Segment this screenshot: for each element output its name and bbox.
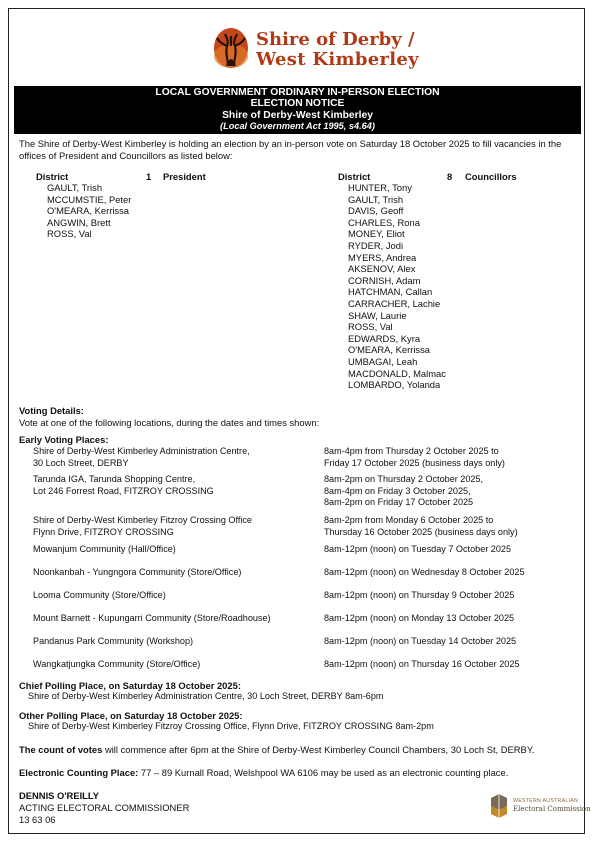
early-voting-place xyxy=(33,590,166,602)
early-voting-time-line: Friday 17 October 2025 (business days only) xyxy=(324,457,505,468)
early-voting-time-line: 8am-4pm on Friday 3 October 2025, xyxy=(324,485,471,496)
header-act: (Local Government Act 1995, s4.64) xyxy=(220,120,375,131)
early-voting-place xyxy=(33,659,200,671)
intro-text: The Shire of Derby-West Kimberley is holding an election by an in-person vote on Saturday 18 October 2025 to fill vacancies in the offices of President and Councillors as listed below: xyxy=(19,138,562,161)
president-district-label: District xyxy=(36,171,69,182)
early-voting-place xyxy=(33,515,252,538)
early-voting-place xyxy=(33,636,193,648)
early-voting-time-line: 8am-2pm on Thursday 2 October 2025, xyxy=(324,474,484,484)
early-voting-times xyxy=(324,446,505,469)
president-candidate: GAULT, Trish xyxy=(47,182,103,193)
councillors-count: 8 xyxy=(447,171,453,182)
councillors-candidate: GAULT, Trish xyxy=(348,193,404,205)
president-candidate: ANGWIN, Brett xyxy=(47,216,111,228)
header-shire: Shire of Derby-West Kimberley xyxy=(222,109,373,121)
early-voting-place xyxy=(33,474,214,497)
boab-tree-sunset-icon xyxy=(211,26,251,70)
early-voting-place-line: Noonkanbah - Yungngora Community (Store/Office) xyxy=(33,567,242,577)
councillors-candidate: CORNISH, Adam xyxy=(348,274,421,286)
signatory-phone: 13 63 06 xyxy=(19,814,56,825)
early-voting-place-line: Mowanjum Community (Hall/Office) xyxy=(33,544,176,554)
early-voting-times xyxy=(324,474,483,509)
wa-electoral-commission-logo-icon xyxy=(489,792,509,820)
councillors-candidate: UMBAGAI, Leah xyxy=(348,355,418,367)
early-voting-place-line: Shire of Derby-West Kimberley Fitzroy Crossing Office xyxy=(33,515,252,525)
councillors-candidate: LOMBARDO, Yolanda xyxy=(348,379,441,391)
header-title: LOCAL GOVERNMENT ORDINARY IN-PERSON ELECTION xyxy=(155,87,440,98)
councillors-candidate: SHAW, Laurie xyxy=(348,309,407,321)
early-voting-place-line: Wangkatjungka Community (Store/Office) xyxy=(33,659,201,669)
councillors-candidate: RYDER, Jodi xyxy=(348,239,404,251)
councillors-candidate: HUNTER, Tony xyxy=(348,182,412,193)
early-voting-time-line: 8am-12pm (noon) on Tuesday 7 October 2025 xyxy=(324,544,512,554)
councillors-office: Councillors xyxy=(465,171,517,182)
early-voting-time-line: 8am-12pm (noon) on Monday 13 October 2025 xyxy=(324,613,515,623)
signatory-name: DENNIS O'REILLY xyxy=(19,790,100,801)
president-candidate: ROSS, Val xyxy=(47,228,92,240)
councillors-candidate: AKSENOV, Alex xyxy=(348,263,416,275)
president-candidate: MCCUMSTIE, Peter xyxy=(47,193,132,205)
early-voting-time-line: Thursday 16 October 2025 (business days only) xyxy=(324,526,518,537)
councillors-candidate: O'MEARA, Kerrissa xyxy=(348,344,431,356)
councillors-candidate: HATCHMAN, Callan xyxy=(348,286,433,298)
president-office: President xyxy=(163,171,206,182)
early-voting-place xyxy=(33,613,271,625)
early-voting-times xyxy=(324,590,514,602)
councillors-candidate: DAVIS, Geoff xyxy=(348,205,404,217)
early-voting-place-line: 30 Loch Street, DERBY xyxy=(33,457,129,468)
electronic-counting-text xyxy=(19,767,508,779)
councillors-district-label: District xyxy=(338,171,371,182)
president-count: 1 xyxy=(146,171,152,182)
early-voting-place-line: Looma Community (Store/Office) xyxy=(33,590,166,600)
voting-details-heading: Voting Details: xyxy=(19,405,84,416)
councillors-candidate: EDWARDS, Kyra xyxy=(348,332,421,344)
chief-polling-heading: Chief Polling Place, on Saturday 18 October 2025: xyxy=(19,680,241,691)
wa-logo-line-2: Electoral Commission xyxy=(513,805,591,813)
councillors-candidate: CARRACHER, Lachie xyxy=(348,297,441,309)
president-candidate-list xyxy=(47,182,131,240)
wa-electoral-commission-logo xyxy=(489,792,591,822)
early-voting-place xyxy=(33,446,250,469)
councillors-candidate: MACDONALD, Malmac xyxy=(348,367,446,379)
early-voting-place xyxy=(33,544,176,556)
wa-logo-line-1: WESTERN AUSTRALIAN xyxy=(513,798,579,804)
count-of-votes-label: The count of votes xyxy=(19,744,103,755)
early-voting-place-line: Shire of Derby-West Kimberley Administration Centre, xyxy=(33,446,250,456)
logo-line-1: Shire of Derby / xyxy=(256,29,415,50)
early-voting-place xyxy=(33,567,241,579)
early-voting-times xyxy=(324,544,511,556)
other-polling-detail: Shire of Derby-West Kimberley Fitzroy Crossing Office, Flynn Drive, FITZROY CROSSING 8am-2pm xyxy=(28,721,434,731)
logo-line-2: West Kimberley xyxy=(256,49,419,70)
early-voting-times xyxy=(324,515,518,538)
councillors-candidate: ROSS, Val xyxy=(348,321,393,333)
early-voting-place-line: Pandanus Park Community (Workshop) xyxy=(33,636,194,646)
early-voting-time-line: 8am-12pm (noon) on Thursday 9 October 2025 xyxy=(324,590,515,600)
early-voting-place-line: Lot 246 Forrest Road, FITZROY CROSSING xyxy=(33,485,214,496)
early-voting-place-line: Tarunda IGA, Tarunda Shopping Centre, xyxy=(33,474,196,484)
early-voting-time-line: 8am-2pm from Monday 6 October 2025 to xyxy=(324,515,494,525)
other-polling-heading: Other Polling Place, on Saturday 18 October 2025: xyxy=(19,710,243,721)
header-subtitle: ELECTION NOTICE xyxy=(250,98,345,110)
electronic-counting-label: Electronic Counting Place: xyxy=(19,767,139,778)
early-voting-time-line: 8am-4pm from Thursday 2 October 2025 to xyxy=(324,446,499,456)
count-of-votes-text xyxy=(19,744,534,756)
chief-polling-detail: Shire of Derby-West Kimberley Administration Centre, 30 Loch Street, DERBY 8am-6pm xyxy=(28,691,384,701)
councillors-candidate: MONEY, Eliot xyxy=(348,228,405,240)
president-candidate: O'MEARA, Kerrissa xyxy=(47,205,130,217)
early-voting-times xyxy=(324,636,516,648)
councillors-candidate-list xyxy=(348,182,446,391)
signatory-title: ACTING ELECTORAL COMMISSIONER xyxy=(19,802,190,813)
councillors-candidate: MYERS, Andrea xyxy=(348,251,417,263)
early-voting-heading: Early Voting Places: xyxy=(19,434,109,445)
early-voting-time-line: 8am-2pm on Friday 17 October 2025 xyxy=(324,497,474,508)
voting-details-intro: Vote at one of the following locations, during the dates and times shown: xyxy=(19,417,320,428)
early-voting-times xyxy=(324,613,514,625)
early-voting-times xyxy=(324,659,519,671)
shire-logo xyxy=(205,22,419,80)
early-voting-time-line: 8am-12pm (noon) on Tuesday 14 October 2025 xyxy=(324,636,517,646)
early-voting-times xyxy=(324,567,525,579)
count-of-votes-detail: will commence after 6pm at the Shire of Derby-West Kimberley Council Chambers, 30 Loch St, DERBY. xyxy=(102,744,535,755)
early-voting-place-line: Flynn Drive, FITZROY CROSSING xyxy=(33,526,174,537)
header-banner xyxy=(14,86,581,134)
early-voting-time-line: 8am-12pm (noon) on Thursday 16 October 2025 xyxy=(324,659,520,669)
councillors-candidate: CHARLES, Rona xyxy=(348,216,420,228)
early-voting-time-line: 8am-12pm (noon) on Wednesday 8 October 2025 xyxy=(324,567,525,577)
electronic-counting-detail: 77 – 89 Kurnall Road, Welshpool WA 6106 may be used as an electronic counting place. xyxy=(138,767,509,778)
early-voting-place-line: Mount Barnett - Kupungarri Community (Store/Roadhouse) xyxy=(33,613,271,623)
